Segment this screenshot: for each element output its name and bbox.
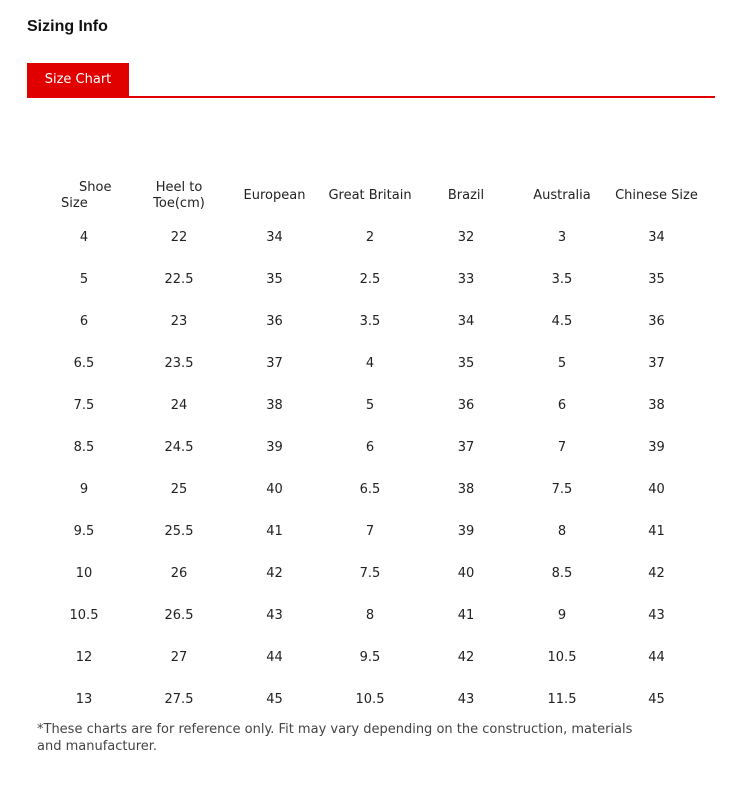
table-cell: 7	[365, 523, 375, 539]
column-header-line: Heel to	[155, 180, 203, 195]
table-cell: 40	[457, 565, 475, 581]
table-cell: 41	[457, 607, 475, 623]
table-cell: 38	[457, 481, 475, 497]
table-header-row	[37, 176, 703, 216]
table-cell: 6	[365, 439, 375, 455]
column-header-line: Shoe	[79, 180, 112, 195]
table-cell: 25	[170, 481, 188, 497]
table-cell: 43	[648, 607, 665, 623]
table-cell: 8.5	[73, 439, 95, 455]
table-cell: 38	[266, 397, 283, 413]
column-header-line: Toe(cm)	[153, 196, 205, 211]
table-cell: 6	[557, 397, 567, 413]
table-cell: 41	[266, 523, 283, 539]
table-cell: 40	[648, 481, 665, 497]
table-cell: 24.5	[164, 439, 194, 455]
tab-size-chart[interactable]: Size Chart	[27, 63, 129, 97]
tab-underline-divider	[27, 96, 715, 98]
table-cell: 5	[365, 397, 375, 413]
table-cell: 26	[170, 565, 188, 581]
table-cell: 22.5	[164, 271, 194, 287]
table-cell: 34	[266, 229, 283, 245]
column-header-line: Size	[61, 196, 88, 211]
table-cell: 33	[457, 271, 475, 287]
size-chart-table	[37, 176, 703, 720]
table-cell: 4	[365, 355, 375, 371]
table-cell: 27	[170, 649, 188, 665]
table-cell: 42	[648, 565, 665, 581]
table-cell: 40	[266, 481, 283, 497]
table-cell: 10	[75, 565, 93, 581]
table-cell: 9.5	[359, 649, 381, 665]
table-cell: 9	[557, 607, 567, 623]
table-cell: 39	[457, 523, 475, 539]
table-cell: 6.5	[359, 481, 381, 497]
column-header-australia: Australia	[533, 188, 591, 203]
table-cell: 4.5	[551, 313, 573, 329]
table-cell: 8	[365, 607, 375, 623]
table-cell: 37	[457, 439, 475, 455]
table-body	[37, 216, 703, 720]
table-cell: 37	[648, 355, 665, 371]
table-row	[37, 510, 703, 552]
table-cell: 6	[79, 313, 89, 329]
table-cell: 13	[75, 691, 93, 707]
column-header-heel-to-toe	[131, 176, 227, 216]
table-row	[37, 552, 703, 594]
table-row	[37, 594, 703, 636]
table-cell: 12	[75, 649, 93, 665]
table-cell: 36	[266, 313, 283, 329]
column-header-brazil: Brazil	[447, 188, 485, 203]
table-cell: 34	[648, 229, 665, 245]
table-cell: 32	[457, 229, 475, 245]
table-cell: 27.5	[164, 691, 194, 707]
reference-footnote: *These charts are for reference only. Fit may vary depending on the construction, materials and manufacturer.	[37, 722, 633, 754]
table-cell: 23.5	[164, 355, 194, 371]
table-cell: 8.5	[551, 565, 573, 581]
table-cell: 7.5	[73, 397, 95, 413]
table-cell: 44	[648, 649, 665, 665]
table-cell: 24	[170, 397, 188, 413]
table-cell: 3.5	[359, 313, 381, 329]
table-cell: 43	[266, 607, 283, 623]
table-row	[37, 678, 703, 720]
table-cell: 36	[648, 313, 665, 329]
table-cell: 35	[266, 271, 283, 287]
table-cell: 4	[79, 229, 89, 245]
table-cell: 38	[648, 397, 665, 413]
table-cell: 7	[557, 439, 567, 455]
table-cell: 42	[266, 565, 283, 581]
table-cell: 25.5	[164, 523, 194, 539]
table-cell: 7.5	[359, 565, 381, 581]
table-cell: 6.5	[73, 355, 95, 371]
table-cell: 43	[457, 691, 475, 707]
table-row	[37, 342, 703, 384]
table-cell: 36	[457, 397, 475, 413]
table-cell: 39	[266, 439, 283, 455]
table-row	[37, 384, 703, 426]
table-cell: 34	[457, 313, 475, 329]
column-header-great-britain: Great Britain	[328, 188, 412, 203]
page-title: Sizing Info	[27, 18, 108, 35]
column-header-shoe-size	[37, 176, 131, 216]
table-row	[37, 468, 703, 510]
table-cell: 10.5	[547, 649, 577, 665]
table-cell: 8	[557, 523, 567, 539]
table-cell: 45	[648, 691, 665, 707]
table-cell: 9.5	[73, 523, 95, 539]
table-cell: 42	[457, 649, 475, 665]
column-header-european: European	[243, 188, 306, 203]
table-cell: 26.5	[164, 607, 194, 623]
table-cell: 41	[648, 523, 665, 539]
table-cell: 11.5	[547, 691, 577, 707]
table-cell: 37	[266, 355, 283, 371]
table-cell: 35	[457, 355, 475, 371]
table-row	[37, 300, 703, 342]
table-row	[37, 426, 703, 468]
table-cell: 22	[170, 229, 188, 245]
table-cell: 5	[79, 271, 89, 287]
table-cell: 45	[266, 691, 283, 707]
table-cell: 10.5	[69, 607, 99, 623]
table-cell: 23	[170, 313, 188, 329]
table-row	[37, 258, 703, 300]
table-cell: 2.5	[359, 271, 381, 287]
table-cell: 10.5	[355, 691, 385, 707]
table-cell: 9	[79, 481, 89, 497]
table-cell: 7.5	[551, 481, 573, 497]
table-cell: 2	[365, 229, 375, 245]
column-header-chinese-size: Chinese Size	[615, 188, 698, 203]
table-cell: 3	[557, 229, 567, 245]
table-row	[37, 216, 703, 258]
table-cell: 5	[557, 355, 567, 371]
table-row	[37, 636, 703, 678]
table-cell: 39	[648, 439, 665, 455]
table-cell: 35	[648, 271, 665, 287]
table-cell: 3.5	[551, 271, 573, 287]
table-cell: 44	[266, 649, 283, 665]
